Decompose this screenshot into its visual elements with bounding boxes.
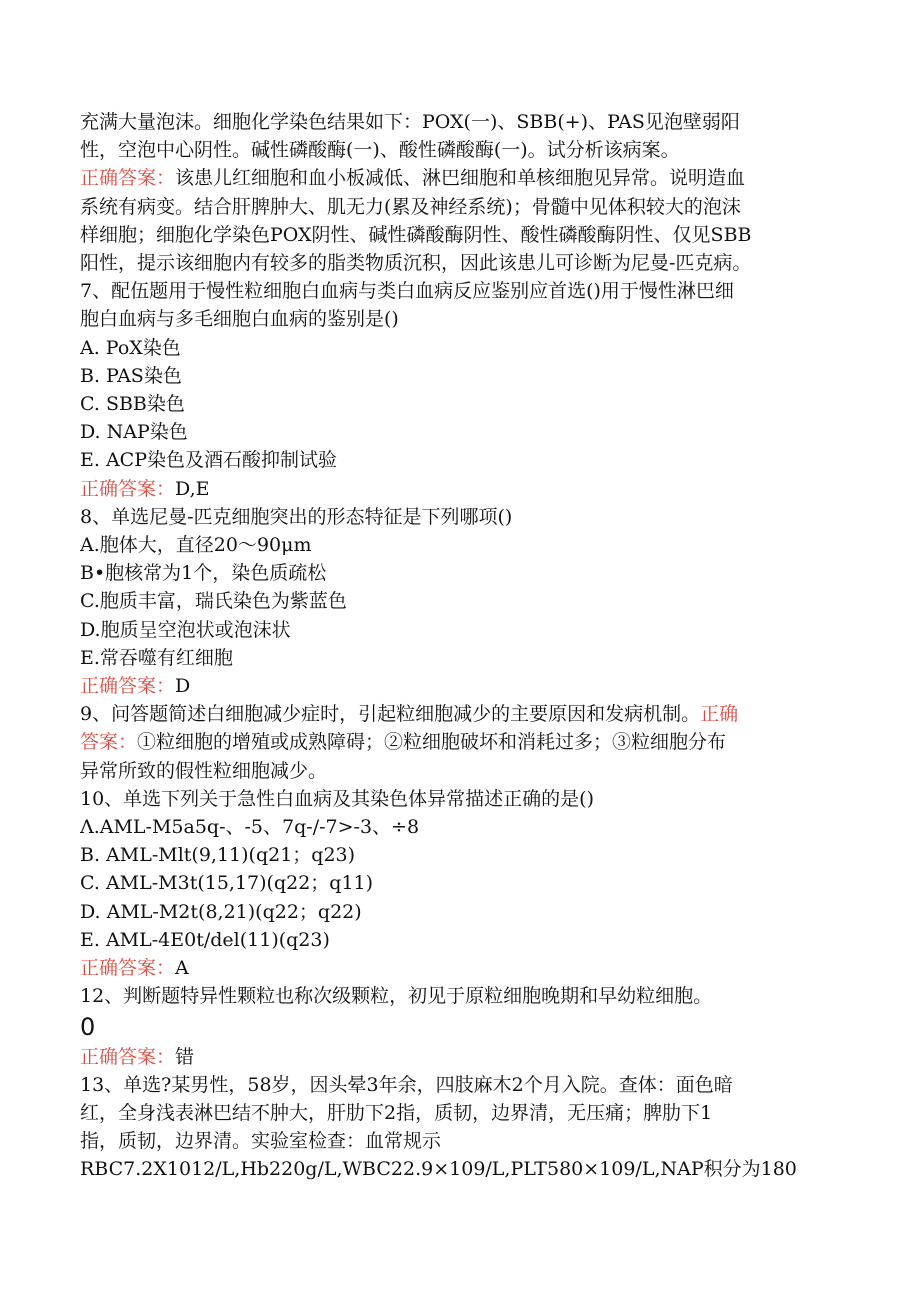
- answer-label: 答案：: [80, 731, 138, 754]
- text-line: [80, 418, 860, 446]
- document-body: [80, 108, 860, 1184]
- text-line: [80, 700, 860, 728]
- line-text: E.常吞噬有红细胞: [80, 646, 233, 669]
- text-line: [80, 616, 860, 644]
- text-line: [80, 1127, 860, 1155]
- line-text: E. ACP染色及酒石酸抑制试验: [80, 449, 337, 472]
- text-line: [80, 841, 860, 869]
- line-text: D. NAP染色: [80, 421, 188, 444]
- line-text: C. SBB染色: [80, 393, 185, 416]
- line-text: 指，质韧，边界清。实验室检查：血常规示: [80, 1130, 442, 1153]
- line-text: 充满大量泡沫。细胞化学染色结果如下：POX(一)、SBB(+)、PAS见泡壁弱阳: [80, 111, 740, 133]
- text-line: [80, 757, 860, 785]
- text-line: [80, 531, 860, 559]
- text-line: [80, 249, 860, 277]
- text-line: [80, 728, 860, 756]
- text-line: [80, 277, 860, 305]
- line-text: 7、配伍题用于慢性粒细胞白血病与类白血病反应鉴别应首选()用于慢性淋巴细: [80, 280, 734, 303]
- line-text: 13、单选?某男性，58岁，因头晕3年余，四肢麻木2个月入院。查体：面色暗: [80, 1073, 733, 1096]
- line-text: 0: [80, 1012, 96, 1041]
- line-text: 10、单选下列关于急性白血病及其染色体异常描述正确的是(): [80, 787, 595, 810]
- text-line: [80, 1043, 860, 1071]
- text-line: [80, 446, 860, 474]
- line-text: 阳性，提示该细胞内有较多的脂类物质沉积，因此该患儿可诊断为尼曼-匹克病。: [80, 252, 752, 275]
- line-text: B. PAS染色: [80, 364, 182, 387]
- text-line: [80, 362, 860, 390]
- line-text: 异常所致的假性粒细胞减少。: [80, 759, 328, 782]
- answer-label: 正确答案：: [80, 675, 176, 698]
- text-line: [80, 954, 860, 982]
- line-text: C. AML-M3t(15,17)(q22；q11): [80, 872, 374, 895]
- line-text: 性，空泡中心阴性。碱性磷酸酶(一)、酸性磷酸酶(一)。试分析该病案。: [80, 139, 680, 162]
- text-line: [80, 587, 860, 615]
- text-line: [80, 982, 860, 1010]
- text-line: [80, 869, 860, 897]
- line-text: C.胞质丰富，瑞氏染色为紫蓝色: [80, 590, 347, 613]
- text-line: [80, 475, 860, 503]
- line-text: 9、问答题简述白细胞减少症时，引起粒细胞减少的主要原因和发病机制。: [80, 703, 701, 726]
- line-text: 12、判断题特异性颗粒也称次级颗粒，初见于原粒细胞晚期和早幼粒细胞。: [80, 985, 713, 1008]
- text-line: [80, 305, 860, 333]
- answer-label: 正确答案：: [80, 167, 176, 190]
- line-text: D: [175, 675, 191, 698]
- line-text: D,E: [175, 477, 210, 500]
- line-text: ①粒细胞的增殖或成熟障碍；②粒细胞破坏和消耗过多；③粒细胞分布: [137, 731, 727, 754]
- answer-label: 正确答案：: [80, 1045, 176, 1068]
- line-text: B. AML-Mlt(9,11)(q21；q23): [80, 844, 356, 867]
- line-text: E. AML-4E0t/del(11)(q23): [80, 928, 330, 951]
- text-line: [80, 785, 860, 813]
- text-line: [80, 813, 860, 841]
- text-line: [80, 644, 860, 672]
- text-line: [80, 1071, 860, 1099]
- text-line: [80, 164, 860, 192]
- text-line: [80, 136, 860, 164]
- text-line: [80, 898, 860, 926]
- text-line: [80, 334, 860, 362]
- line-text: B•胞核常为1个，染色质疏松: [80, 562, 327, 585]
- line-text: 该患儿红细胞和血小板减低、淋巴细胞和单核细胞见异常。说明造血: [175, 167, 746, 190]
- text-line: [80, 503, 860, 531]
- text-line: [80, 390, 860, 418]
- line-text: Λ.AML-M5a5q-、-5、7q-/-7>-3、÷8: [80, 816, 420, 839]
- line-text: A: [175, 957, 189, 980]
- line-text: D.胞质呈空泡状或泡沫状: [80, 618, 291, 641]
- line-text: A.胞体大，直径20～90μm: [80, 534, 312, 557]
- answer-label: 正确答案：: [80, 477, 176, 500]
- text-line: [80, 221, 860, 249]
- text-line: [80, 672, 860, 700]
- text-line: [80, 1155, 860, 1183]
- line-text: D. AML-M2t(8,21)(q22；q22): [80, 900, 362, 923]
- text-line: [80, 193, 860, 221]
- line-text: 8、单选尼曼-匹克细胞突出的形态特征是下列哪项(): [80, 505, 513, 528]
- line-text: 样细胞；细胞化学染色POX阴性、碱性磷酸酶阴性、酸性磷酸酶阴性、仅见SBB: [80, 223, 752, 246]
- text-line: [80, 926, 860, 954]
- line-text: 红，全身浅表淋巴结不肿大，肝肋下2指，质韧，边界清，无压痛；脾肋下1: [80, 1101, 713, 1124]
- line-text: A. PoX染色: [80, 336, 181, 359]
- text-line: [80, 559, 860, 587]
- line-text: 系统有病变。结合肝脾肿大、肌无力(累及神经系统)；骨髓中见体积较大的泡沫: [80, 195, 741, 218]
- line-text: 错: [175, 1045, 195, 1068]
- line-text: RBC7.2X1012/L,Hb220g/L,WBC22.9×109/L,PLT580×109/L,NAP积分为180: [80, 1158, 797, 1181]
- answer-label: 正确答案：: [80, 957, 176, 980]
- text-line: [80, 108, 860, 136]
- answer-label: 正确: [700, 703, 739, 726]
- text-line: [80, 1099, 860, 1127]
- line-text: 胞白血病与多毛细胞白血病的鉴别是(): [80, 308, 399, 331]
- text-line: [80, 1011, 860, 1043]
